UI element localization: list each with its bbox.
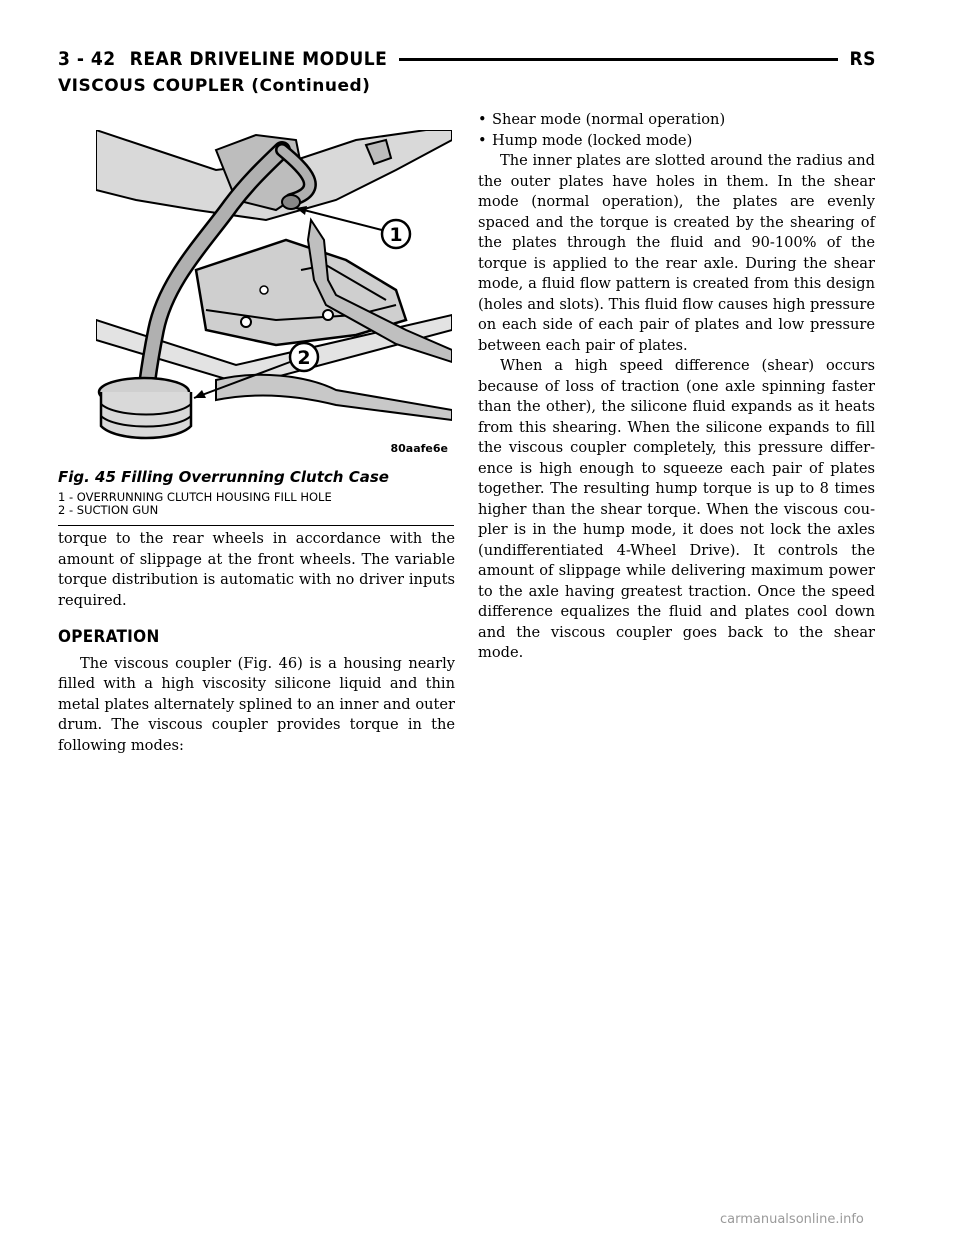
section-title: REAR DRIVELINE MODULE (129, 48, 388, 70)
figure-illustration (96, 130, 452, 458)
callout-2: 2 (297, 347, 311, 369)
section-heading: OPERATION (58, 627, 160, 647)
mode-list (478, 110, 875, 151)
page-header (58, 44, 876, 74)
list-item (478, 110, 875, 131)
header-rule (399, 58, 837, 61)
bullet-icon: • (478, 111, 487, 128)
body-paragraph: The inner plates are slotted around the radius and the outer plates have holes in them. In the shear mode (normal operation), the plates are evenly spaced and the torque is created by the shearing of the plates through the fluid and 90-100% of the torque is applied to the rear axle. During the shear mode, a fluid flow pattern is created from this design (holes and slots). This fluid flow causes high pressure on each side of each pair of plates and low pressure between each pair of plates. (478, 152, 875, 354)
figure-image-code: 80aafe6e (390, 442, 448, 455)
body-paragraph: torque to the rear wheels in accordance with the amount of slippage at the front wheels. The variable torque distribution is automatic with no driver inputs required. (58, 530, 455, 609)
left-column (58, 529, 455, 756)
list-item (478, 131, 875, 152)
figure-legend-item: 2 - SUCTION GUN (58, 503, 159, 517)
right-column (478, 110, 875, 664)
page-number: 3 - 42 (58, 48, 116, 70)
clutch-fill-illustration (96, 130, 452, 458)
figure-legend-item: 1 - OVERRUNNING CLUTCH HOUSING FILL HOLE (58, 490, 332, 504)
figure-caption-title: Fig. 45 Filling Overrunning Clutch Case (58, 468, 389, 486)
continued-heading: VISCOUS COUPLER (Continued) (58, 76, 371, 96)
list-item-text: Shear mode (normal operation) (492, 111, 726, 128)
figure-legend (58, 491, 332, 517)
body-paragraph: When a high speed difference (shear) occurs because of loss of traction (one axle spinning faster than the other), the silicone fluid expands as it heats from this shearing. When the silicone expands to fill the viscous coupler completely, this pressure differ-ence is high enough to squeeze each pair of plates together. The resulting hump torque is up to 8 times higher than the shear torque. When the viscous cou-pler is in the hump mode, it does not lock the axles (undifferentiated 4-Wheel Drive). It controls the amount of slippage while delivering maximum power to the axle having greatest traction. Once the speed difference equalizes the fluid and plates cool down and the viscous coupler goes back to the shear mode. (478, 357, 875, 661)
watermark: carmanualsonline.info (720, 1212, 864, 1227)
bullet-icon: • (478, 131, 487, 149)
callout-1: 1 (389, 224, 403, 246)
list-item-text: Hump mode (locked mode) (492, 131, 693, 149)
model-code: RS (849, 48, 876, 70)
figure-divider (58, 525, 454, 526)
body-paragraph: The viscous coupler (Fig. 46) is a housing nearly filled with a high viscosity silicone liquid and thin metal plates alternately splined to an inner and outer drum. The viscous coupler provides torque in the following modes: (58, 654, 455, 754)
